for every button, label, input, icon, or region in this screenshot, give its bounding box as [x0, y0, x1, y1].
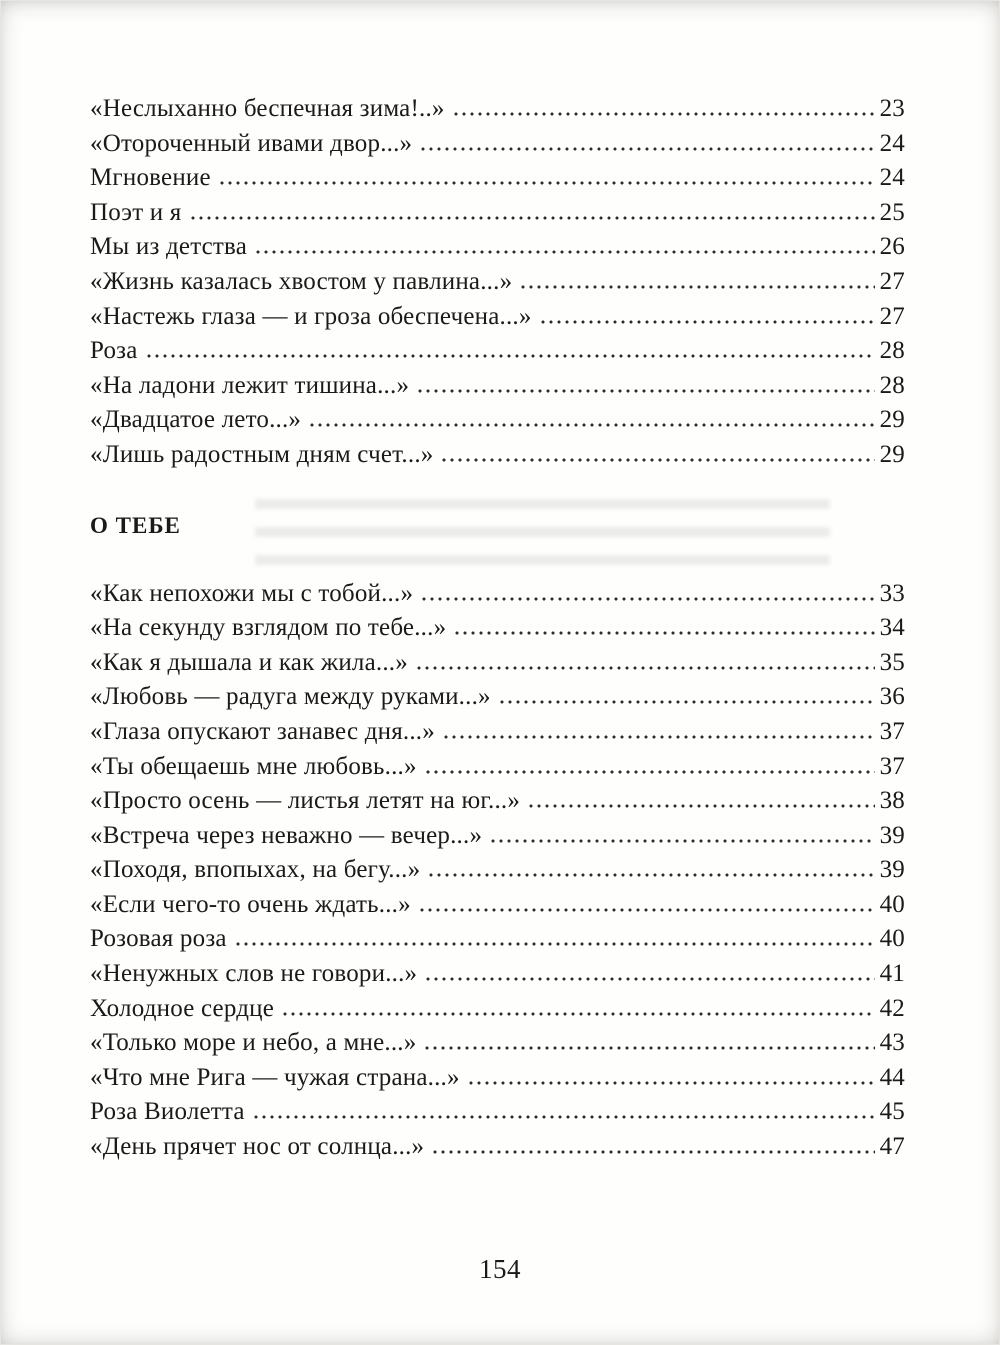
toc-entry [90, 403, 905, 438]
entry-title: «Походя, впопыхах, на бегу...» [90, 856, 421, 884]
entry-page-number: 43 [879, 1029, 905, 1057]
toc-entry [90, 922, 905, 957]
dotted-leader [418, 908, 875, 912]
toc-entry [90, 853, 905, 888]
dotted-leader [189, 216, 875, 220]
dotted-leader [424, 977, 874, 981]
dotted-leader [539, 320, 875, 324]
entry-page-number: 35 [879, 648, 905, 676]
toc-entry [90, 715, 905, 750]
entry-page-number: 27 [879, 267, 905, 295]
entry-title: Розовая роза [90, 925, 227, 953]
entry-title: «Что мне Рига — чужая страна...» [90, 1063, 460, 1091]
entry-page-number: 24 [879, 129, 905, 157]
entry-title: «День прячет нос от солнца...» [90, 1133, 425, 1161]
entry-page-number: 37 [879, 717, 905, 745]
entry-title: Поэт и я [90, 198, 182, 226]
dotted-leader [453, 631, 874, 635]
toc-section [90, 92, 905, 473]
toc-entry [90, 992, 905, 1027]
section-heading: О ТЕБЕ [90, 512, 181, 538]
dotted-leader [431, 1150, 874, 1154]
toc-entry [90, 334, 905, 369]
toc-entry [90, 230, 905, 265]
entry-page-number: 28 [879, 371, 905, 399]
entry-page-number: 37 [879, 752, 905, 780]
toc-entry [90, 300, 905, 335]
toc-entry [90, 1026, 905, 1061]
dotted-leader [498, 700, 875, 704]
table-of-contents [90, 92, 905, 1165]
entry-title: «Как непохожи мы с тобой...» [90, 579, 414, 607]
dotted-leader [427, 873, 874, 877]
dotted-leader [415, 666, 875, 670]
entry-title: «Ты обещаешь мне любовь...» [90, 752, 417, 780]
entry-title: «Отороченный ивами двор...» [90, 129, 413, 157]
toc-entry [90, 196, 905, 231]
entry-page-number: 28 [879, 337, 905, 365]
entry-page-number: 29 [879, 440, 905, 468]
toc-entry [90, 819, 905, 854]
entry-title: Роза Виолетта [90, 1098, 245, 1126]
toc-entry [90, 438, 905, 473]
entry-page-number: 45 [879, 1098, 905, 1126]
entry-page-number: 36 [879, 683, 905, 711]
toc-entry [90, 1095, 905, 1130]
entry-title: Мы из детства [90, 233, 248, 261]
toc-section [90, 509, 905, 1165]
entry-title: «Встреча через неважно — вечер...» [90, 821, 483, 849]
dotted-leader [308, 423, 874, 427]
entry-title: «Глаза опускают занавес дня...» [90, 717, 435, 745]
toc-entry [90, 646, 905, 681]
dotted-leader [440, 458, 874, 462]
dotted-leader [442, 735, 875, 739]
entry-page-number: 44 [879, 1063, 905, 1091]
toc-entry [90, 577, 905, 612]
entry-title: «Жизнь казалась хвостом у павлина...» [90, 267, 513, 295]
toc-entry [90, 680, 905, 715]
toc-entry [90, 957, 905, 992]
entry-page-number: 41 [879, 960, 905, 988]
entry-title: «Неслыханно беспечная зима!..» [90, 95, 445, 122]
entry-title: «Если чего-то очень ждать...» [90, 890, 411, 918]
toc-entry [90, 127, 905, 162]
entry-page-number: 25 [879, 198, 905, 226]
toc-entry [90, 611, 905, 646]
entry-page-number: 29 [879, 406, 905, 434]
toc-entry [90, 784, 905, 819]
page-number: 154 [479, 1254, 521, 1284]
toc-entry [90, 1061, 905, 1096]
entry-page-number: 39 [879, 821, 905, 849]
toc-entry [90, 92, 905, 127]
entry-page-number: 33 [879, 579, 905, 607]
toc-entry [90, 750, 905, 785]
dotted-leader [281, 1012, 875, 1016]
entry-title: «Просто осень — листья летят на юг...» [90, 787, 521, 815]
entry-page-number: 34 [879, 614, 905, 642]
entry-title: «Только море и небо, а мне...» [90, 1029, 417, 1057]
section-entries [90, 92, 905, 473]
toc-entry [90, 265, 905, 300]
dotted-leader [254, 250, 875, 254]
dotted-leader [519, 285, 874, 289]
dotted-leader [527, 804, 875, 808]
entry-page-number: 39 [879, 856, 905, 884]
dotted-leader [452, 112, 875, 116]
entry-title: «Лишь радостным дням счет...» [90, 440, 434, 468]
entry-page-number: 24 [879, 164, 905, 192]
dotted-leader [424, 770, 875, 774]
dotted-leader [467, 1081, 875, 1085]
dotted-leader [218, 181, 875, 185]
entry-title: «На ладони лежит тишина...» [90, 371, 410, 399]
entry-page-number: 23 [879, 95, 905, 122]
dotted-leader [145, 354, 875, 358]
entry-page-number: 27 [879, 302, 905, 330]
dotted-leader [234, 942, 875, 946]
entry-title: «Двадцатое лето...» [90, 406, 302, 434]
toc-entry [90, 888, 905, 923]
toc-entry [90, 161, 905, 196]
entry-title: «Любовь — радуга между руками...» [90, 683, 491, 711]
entry-page-number: 42 [879, 994, 905, 1022]
entry-title: «Настежь глаза — и гроза обеспечена...» [90, 302, 532, 330]
entry-title: «Ненужных слов не говори...» [90, 960, 418, 988]
entry-page-number: 38 [879, 787, 905, 815]
toc-entry [90, 1130, 905, 1165]
dotted-leader [423, 1046, 874, 1050]
dotted-leader [419, 147, 874, 151]
entry-page-number: 40 [879, 890, 905, 918]
entry-page-number: 40 [879, 925, 905, 953]
entry-title: Роза [90, 337, 138, 365]
entry-page-number: 26 [879, 233, 905, 261]
entry-page-number: 47 [879, 1133, 905, 1161]
dotted-leader [416, 389, 874, 393]
entry-title: «На секунду взглядом по тебе...» [90, 614, 447, 642]
dotted-leader [420, 597, 874, 601]
dotted-leader [252, 1115, 875, 1119]
dotted-leader [489, 839, 874, 843]
entry-title: Холодное сердце [90, 994, 275, 1022]
section-entries [90, 577, 905, 1165]
entry-title: «Как я дышала и как жила...» [90, 648, 408, 676]
toc-entry [90, 369, 905, 404]
entry-title: Мгновение [90, 164, 211, 192]
